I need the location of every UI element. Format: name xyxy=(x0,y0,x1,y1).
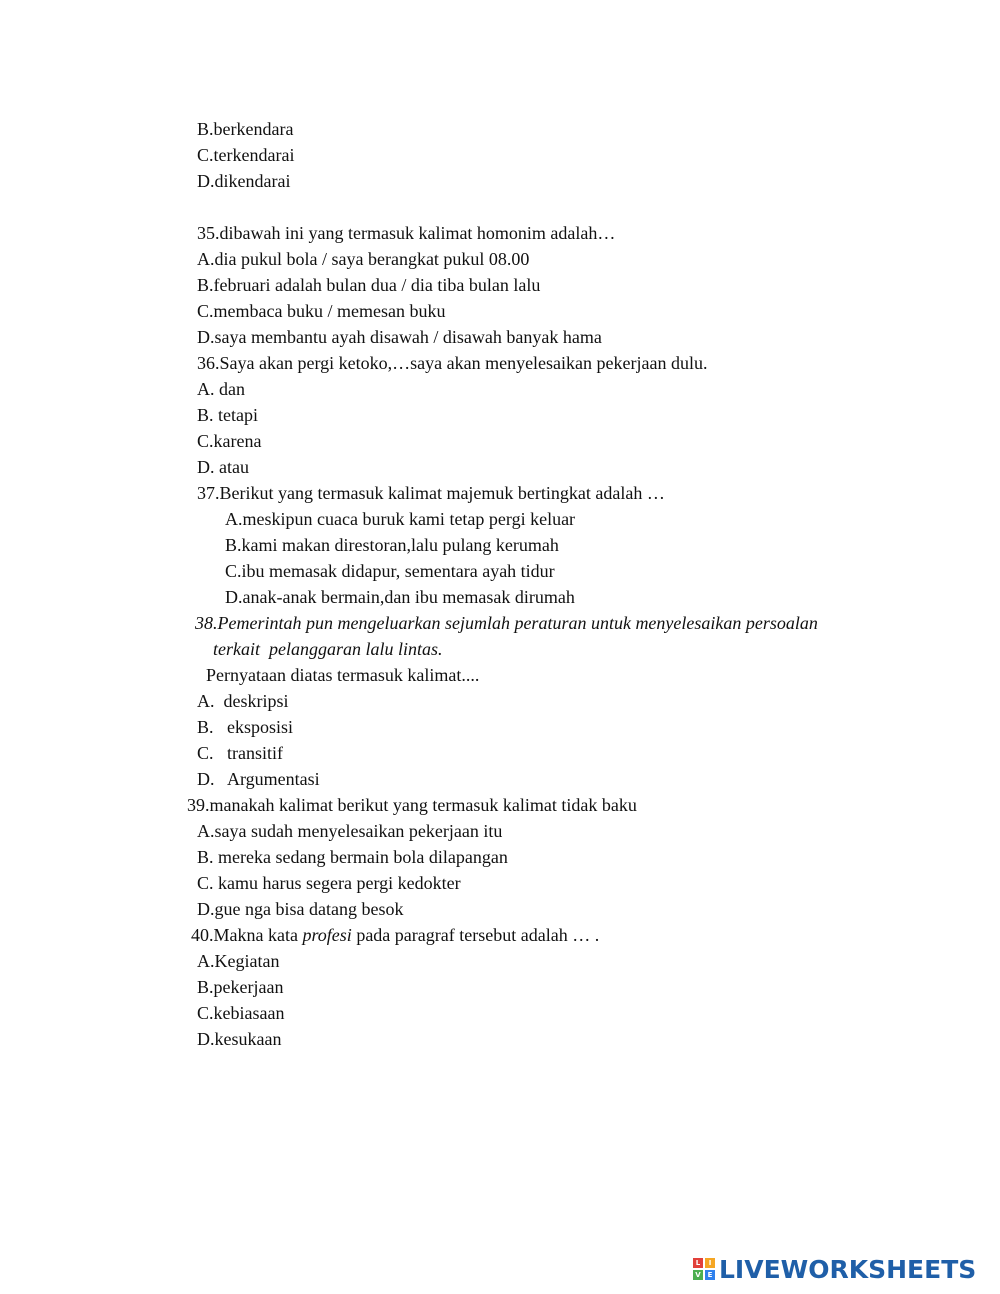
q35-option-a: A.dia pukul bola / saya berangkat pukul 08.00 xyxy=(197,249,530,269)
q38-statement-line1: 38.Pemerintah pun mengeluarkan sejumlah peraturan untuk menyelesaikan persoalan xyxy=(195,613,818,633)
q38-question: Pernyataan diatas termasuk kalimat.... xyxy=(206,665,480,685)
q35-question: 35.dibawah ini yang termasuk kalimat homonim adalah… xyxy=(197,223,616,243)
q40-prefix: 40.Makna kata xyxy=(191,925,303,945)
q38-option-b: B. eksposisi xyxy=(197,717,294,737)
q40-question xyxy=(191,924,599,946)
q38-statement-line2: terkait pelanggaran lalu lintas. xyxy=(213,639,443,659)
q39-option-a: A.saya sudah menyelesaikan pekerjaan itu xyxy=(197,821,503,841)
logo-tile-v: V xyxy=(693,1270,703,1280)
q39-option-d: D.gue nga bisa datang besok xyxy=(197,899,404,919)
q34-option-d: D.dikendarai xyxy=(197,171,291,191)
logo-tile-l: L xyxy=(693,1258,703,1268)
q34-option-b: B.berkendara xyxy=(197,119,294,139)
q36-option-a: A. dan xyxy=(197,379,245,399)
q38-option-c: C. transitif xyxy=(197,743,283,763)
q34-option-c: C.terkendarai xyxy=(197,145,295,165)
q38-option-a: A. deskripsi xyxy=(197,691,289,711)
q36-option-c: C.karena xyxy=(197,431,262,451)
q40-option-d: D.kesukaan xyxy=(197,1029,282,1049)
q35-option-b: B.februari adalah bulan dua / dia tiba bulan lalu xyxy=(197,275,541,295)
q37-option-b: B.kami makan direstoran,lalu pulang kerumah xyxy=(225,535,559,555)
q35-option-d: D.saya membantu ayah disawah / disawah banyak hama xyxy=(197,327,602,347)
q40-option-b: B.pekerjaan xyxy=(197,977,284,997)
q40-option-c: C.kebiasaan xyxy=(197,1003,285,1023)
q36-option-d: D. atau xyxy=(197,457,249,477)
q37-question: 37.Berikut yang termasuk kalimat majemuk bertingkat adalah … xyxy=(197,483,665,503)
q39-option-c: C. kamu harus segera pergi kedokter xyxy=(197,873,461,893)
q37-option-a: A.meskipun cuaca buruk kami tetap pergi keluar xyxy=(225,509,576,529)
q39-option-b: B. mereka sedang bermain bola dilapangan xyxy=(197,847,508,867)
q40-option-a: A.Kegiatan xyxy=(197,951,280,971)
q35-option-c: C.membaca buku / memesan buku xyxy=(197,301,446,321)
liveworksheets-logo xyxy=(693,1252,976,1286)
logo-tile-e: E xyxy=(705,1270,715,1280)
q39-question: 39.manakah kalimat berikut yang termasuk kalimat tidak baku xyxy=(187,795,637,815)
q36-question: 36.Saya akan pergi ketoko,…saya akan menyelesaikan pekerjaan dulu. xyxy=(197,353,708,373)
q37-option-c: C.ibu memasak didapur, sementara ayah tidur xyxy=(225,561,555,581)
q38-option-d: D. Argumentasi xyxy=(197,769,320,789)
q37-option-d: D.anak-anak bermain,dan ibu memasak dirumah xyxy=(225,587,575,607)
q40-suffix: pada paragraf tersebut adalah … . xyxy=(351,925,600,945)
logo-grid-icon xyxy=(693,1258,715,1280)
logo-text: LIVEWORKSHEETS xyxy=(719,1254,977,1284)
logo-tile-i: I xyxy=(705,1258,715,1268)
q36-option-b: B. tetapi xyxy=(197,405,258,425)
q40-italic-word: profesi xyxy=(302,925,352,945)
